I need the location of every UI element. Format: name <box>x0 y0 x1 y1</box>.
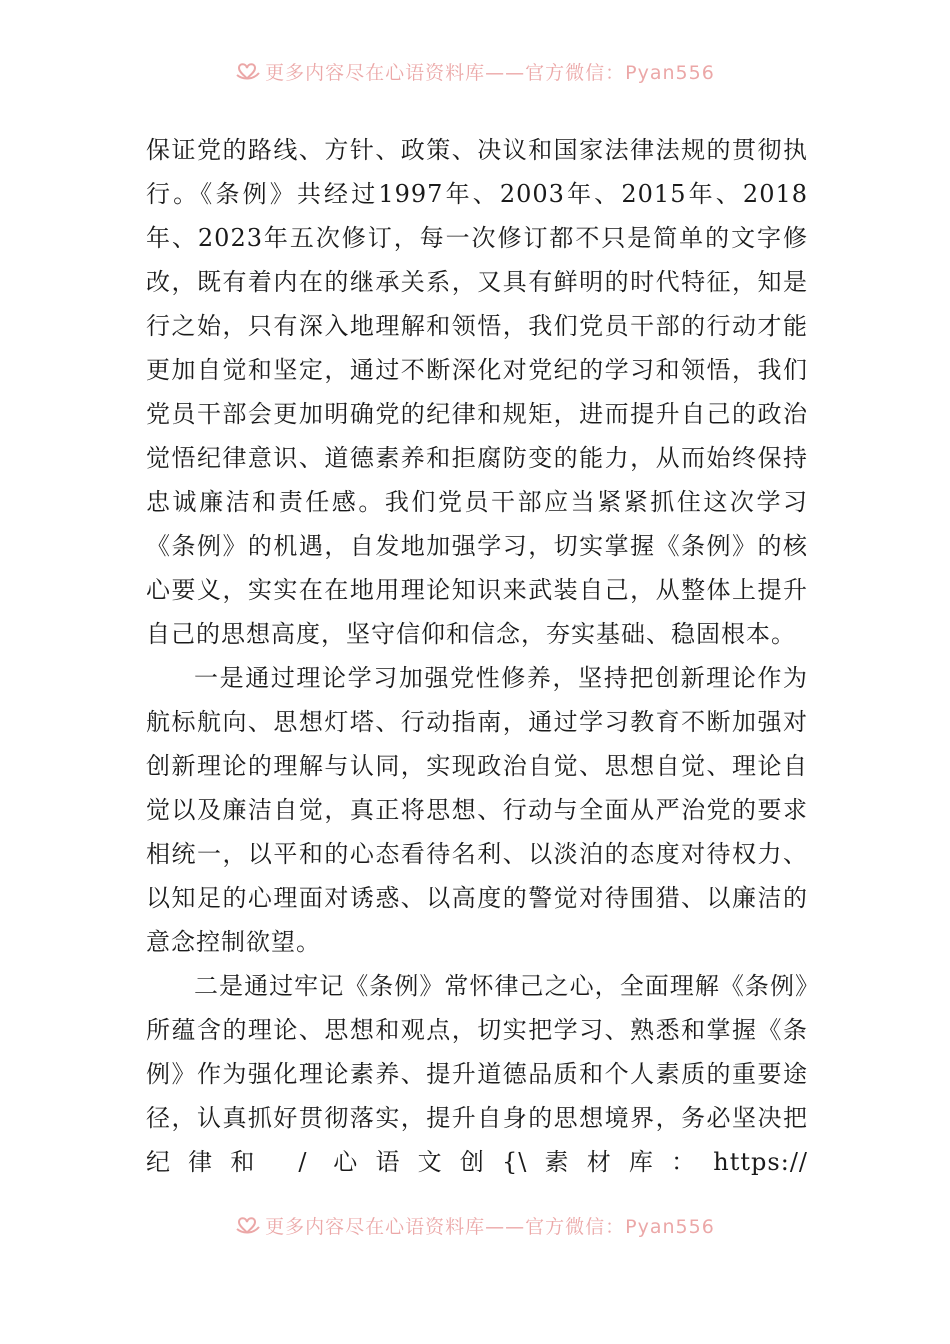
watermark-footer <box>0 1212 950 1240</box>
paragraph-2: 一是通过理论学习加强党性修养，坚持把创新理论作为航标航向、思想灯塔、行动指南，通过学习教育不断加强对创新理论的理解与认同，实现政治自觉、思想自觉、理论自觉以及廉洁自觉，真正将思想、行动与全面从严治党的要求相统一，以平和的心态看待名利、以淡泊的态度对待权力、以知足的心理面对诱惑、以高度的警觉对待围猎、以廉洁的意念控制欲望。 <box>146 664 808 956</box>
paragraph-1: 保证党的路线、方针、政策、决议和国家法律法规的贯彻执行。《条例》共经过1997年、2003年、2015年、2018年、2023年五次修订，每一次修订都不只是简单的文字修改，既有着内在的继承关系，又具有鲜明的时代特征，知是行之始，只有深入地理解和领悟，我们党员干部的行动才能更加自觉和坚定，通过不断深化对党纪的学习和领悟，我们党员干部会更加明确党的纪律和规矩，进而提升自己的政治觉悟纪律意识、道德素养和拒腐防变的能力，从而始终保持忠诚廉洁和责任感。我们党员干部应当紧紧抓住这次学习《条例》的机遇，自发地加强学习，切实掌握《条例》的核心要义，实实在在地用理论知识来武装自己，从整体上提升自己的思想高度，坚守信仰和信念，夯实基础、稳固根本。 <box>146 136 808 648</box>
watermark-text: 更多内容尽在心语资料库——官方微信：Pyan556 <box>265 62 715 84</box>
document-body <box>146 128 808 1184</box>
heart-logo-icon <box>235 61 261 86</box>
heart-logo-icon <box>235 1215 261 1240</box>
watermark-text: 更多内容尽在心语资料库——官方微信：Pyan556 <box>265 1216 715 1238</box>
paragraph-3: 二是通过牢记《条例》常怀律己之心，全面理解《条例》所蕴含的理论、思想和观点，切实把学习、熟悉和掌握《条例》作为强化理论素养、提升道德品质和个人素质的重要途径，认真抓好贯彻落实，提升自身的思想境界，务必坚决把纪律和 / 心语文创{\素材库：https:// <box>146 972 808 1176</box>
watermark-header <box>0 58 950 86</box>
